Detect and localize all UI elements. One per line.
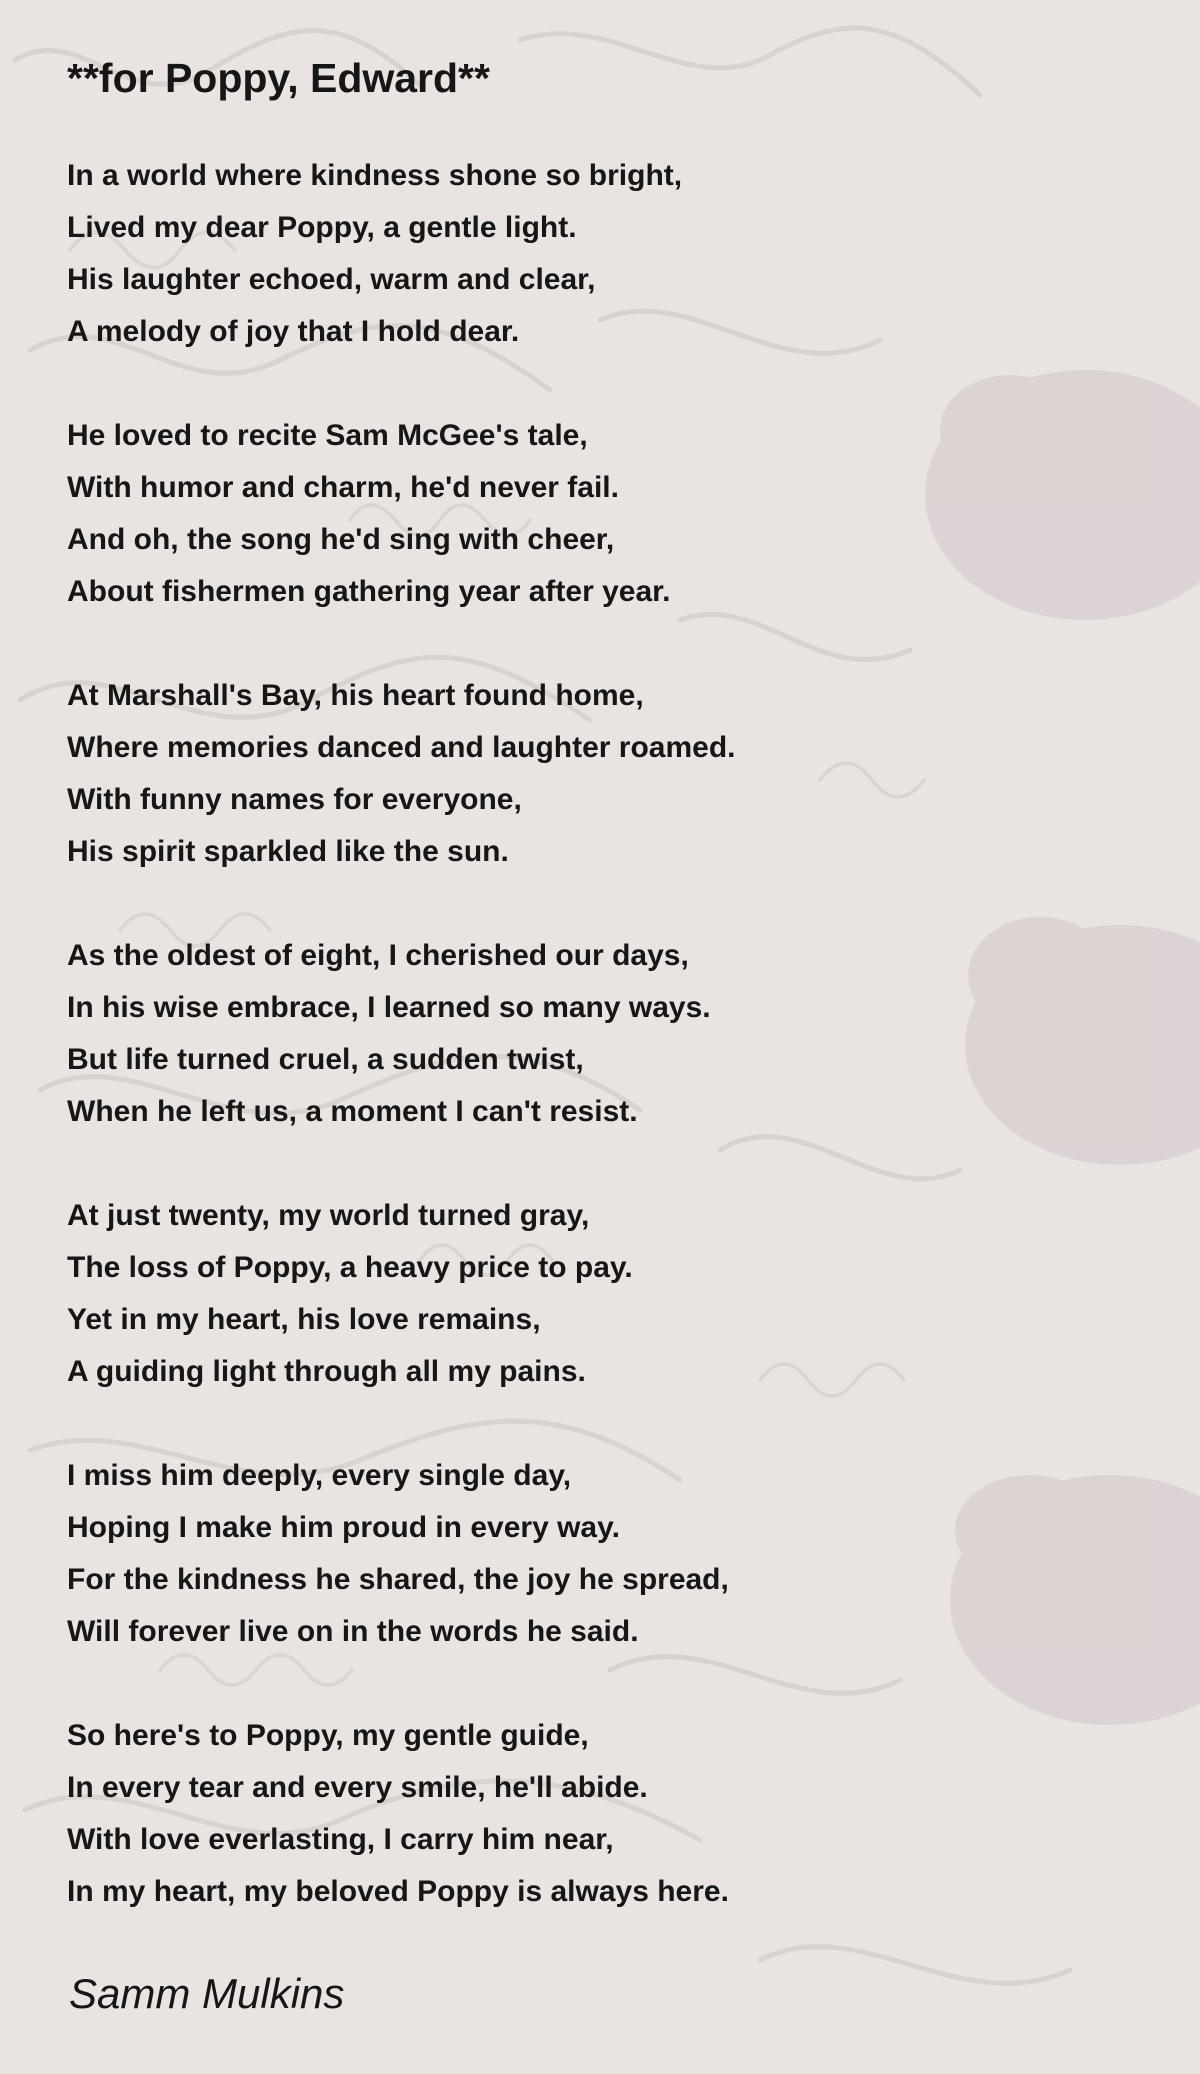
poem-author: Samm Mulkins [69, 1970, 345, 2017]
poem-line: About fishermen gathering year after year. [67, 575, 671, 608]
poem-line: So here's to Poppy, my gentle guide, [67, 1719, 589, 1752]
poem-line: For the kindness he shared, the joy he spread, [67, 1563, 729, 1596]
poem-line: But life turned cruel, a sudden twist, [67, 1043, 584, 1076]
poem-line: With love everlasting, I carry him near, [67, 1823, 614, 1856]
poem-line: In every tear and every smile, he'll abide. [67, 1771, 648, 1804]
poem-line: And oh, the song he'd sing with cheer, [67, 523, 615, 556]
poem-stanza [67, 1450, 1067, 1658]
poem-line: His laughter echoed, warm and clear, [67, 263, 596, 296]
poem-line: Will forever live on in the words he said. [67, 1615, 639, 1648]
poem-line: When he left us, a moment I can't resist. [67, 1095, 638, 1128]
poem-line: As the oldest of eight, I cherished our days, [67, 939, 689, 972]
poem-line: I miss him deeply, every single day, [67, 1459, 572, 1492]
poem-line: A melody of joy that I hold dear. [67, 315, 520, 348]
poem-line: In a world where kindness shone so bright, [67, 159, 683, 192]
poem-line: In his wise embrace, I learned so many ways. [67, 991, 711, 1024]
poem-body [67, 150, 1067, 1970]
poem-line: A guiding light through all my pains. [67, 1355, 586, 1388]
poem-line: Lived my dear Poppy, a gentle light. [67, 211, 577, 244]
poem-line: He loved to recite Sam McGee's tale, [67, 419, 588, 452]
poem-stanza [67, 410, 1067, 618]
poem-stanza [67, 930, 1067, 1138]
poem-line: Hoping I make him proud in every way. [67, 1511, 620, 1544]
poem-line: With humor and charm, he'd never fail. [67, 471, 619, 504]
poem-line: Yet in my heart, his love remains, [67, 1303, 541, 1336]
poem-stanza [67, 1710, 1067, 1918]
poem-line: In my heart, my beloved Poppy is always here. [67, 1875, 729, 1908]
poem-line: With funny names for everyone, [67, 783, 522, 816]
poem-line: Where memories danced and laughter roamed. [67, 731, 736, 764]
poem-line: At just twenty, my world turned gray, [67, 1199, 590, 1232]
poem-stanza [67, 150, 1067, 358]
poem-line: His spirit sparkled like the sun. [67, 835, 509, 868]
poem-stanza [67, 1190, 1067, 1398]
poem-line: At Marshall's Bay, his heart found home, [67, 679, 644, 712]
poem-stanza [67, 670, 1067, 878]
poem-title: **for Poppy, Edward** [67, 55, 490, 101]
poem-line: The loss of Poppy, a heavy price to pay. [67, 1251, 633, 1284]
